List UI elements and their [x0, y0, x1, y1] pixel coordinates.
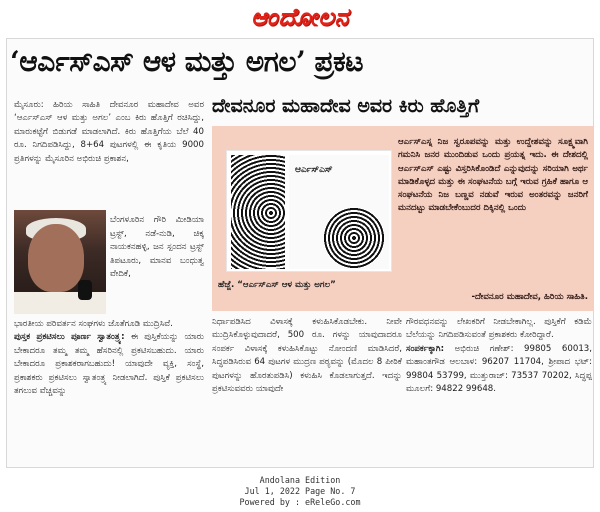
- photo-face-shape: [28, 224, 84, 292]
- article-column-1: [14, 99, 204, 166]
- book-spiral-graphic: [231, 155, 285, 269]
- article-paragraph: ಭಾರತೀಯ ಪರಿವರ್ತನ ಸಂಘಗಳು ಜೊತೆಗೂಡಿ ಮುದ್ರಿಸಿವೆ.: [14, 319, 173, 329]
- article-subsection: [14, 331, 204, 398]
- masthead: [0, 2, 600, 36]
- article-column-1-side: ಬೆಂಗಳೂರಿನ ಗೌರಿ ಮೀಡಿಯಾ ಟ್ರಸ್ಟ್, ನಡೆ-ನುಡಿ, ಚಿಕ್ಕ ನಾಯಕನಹಳ್ಳಿ, ಜನ ಸ್ಪಂದನ ಟ್ರಸ್ಟ್ ತಿಪಟೂರು, ಮಾನವ ಬಂಧುತ್ವ ವೇದಿಕೆ,: [110, 215, 204, 280]
- subsection-text: ಈ ಪುಸ್ತಿಕೆಯನ್ನು ಯಾರು ಬೇಕಾದರೂ ತಮ್ಮ ತಮ್ಮ ಹೆಸರಿನಲ್ಲಿ ಪ್ರಕಟಿಸಬಹುದು. ಯಾರು ಬೇಕಾದರೂ ಪ್ರಕಾಶಕರಾಗಬಹುದು! ಯಾವುದೇ ವ್ಯಕ್ತಿ, ಸಂಸ್ಥೆ, ಪ್ರಕಾಶಕರು ಪ್ರಕಟಿಸಲು ಸ್ವಾತಂತ್ರ್ಯ ನೀಡಲಾಗಿದೆ. ಪುಸ್ತಿಕೆ ಪ್ರಕಟಿಸಲು ತಗಲುವ ವೆಚ್ಚವನ್ನು: [14, 332, 204, 397]
- contact-paragraph: [406, 343, 592, 397]
- subsection-heading: ಪುಸ್ತಕ ಪ್ರಕಟಿಸಲು ಪೂರ್ಣ ಸ್ವಾತಂತ್ರ್ಯ:: [14, 332, 125, 343]
- book-cover-image: [226, 150, 392, 272]
- article-paragraph: ಗೌರವಧನವನ್ನು ಲೇಖಕರಿಗೆ ನೀಡಬೇಕಾಗಿಲ್ಲ. ಪುಸ್ತಿಕೆಗೆ ಕಡಿಮೆ ಬೆಲೆಯನ್ನು ನಿಗದಿಪಡಿಸುವಂತೆ ಪ್ರಕಾಶಕರು ಕೋರಿದ್ದಾರೆ.: [406, 317, 592, 341]
- book-cover-title: ಆರ್ಎಸ್ಎಸ್: [295, 165, 333, 175]
- book-rings-graphic: [323, 207, 385, 269]
- photo-shirt-shape: [14, 292, 106, 314]
- microphone-icon: [78, 280, 92, 300]
- contact-heading: ಸಂಪರ್ಕಕ್ಕಾಗಿ:: [406, 343, 445, 354]
- article-column-2: [212, 316, 402, 396]
- author-photo: [14, 210, 106, 314]
- powered-by: Powered by : eReleGo.com: [239, 497, 361, 507]
- article-subheadline: ದೇವನೂರ ಮಹಾದೇವ ಅವರ ಕಿರು ಹೊತ್ತಿಗೆ: [212, 95, 480, 117]
- article-column-3: [406, 316, 592, 396]
- quote-signature: -ದೇವನೂರ ಮಹಾದೇವ, ಹಿರಿಯ ಸಾಹಿತಿ.: [471, 292, 588, 302]
- book-caption: ಹೆಜ್ಜೆ. “ಆರ್ಎಸ್ಎಸ್ ಆಳ ಮತ್ತು ಅಗಲ”: [218, 280, 336, 290]
- article-headline: ‘ಆರ್ಎಸ್ಎಸ್ ಆಳ ಮತ್ತು ಅಗಲ’ ಪ್ರಕಟ: [10, 45, 364, 78]
- article-column-1-bottom: [14, 318, 204, 398]
- edition-footer: [0, 475, 600, 508]
- contact-text: ಅಭಿರುಚಿ ಗಣೇಶ್: 99805 60013, ಮಹಾಂತಗೌಡ ಆಲಬಾಳ: 96207 11704, ಶ್ರೀಪಾದ ಭಟ್: 99804 53799, ಮುತ್ತುರಾಜ್: 73537 70202, ಸಿದ್ಧಪ್ಪ ಮೂಲಗೆ: 94822 99648.: [406, 343, 593, 395]
- article-paragraph: ಮೈಸೂರು: ಹಿರಿಯ ಸಾಹಿತಿ ದೇವನೂರ ಮಹಾದೇವ ಅವರ ‘ಆರ್ಎಸ್ಎಸ್ ಆಳ ಮತ್ತು ಅಗಲ’ ಎಂಬ ಕಿರು ಹೊತ್ತಿಗೆ ರಚಿಸಿದ್ದು, ಮಾರುಕಟ್ಟೆಗೆ ಬಿಡುಗಡೆ ಮಾಡಲಾಗಿದೆ. ಕಿರು ಹೊತ್ತಿಗೆಯ ಬೆಲೆ 40 ರೂ. ನಿಗದಿಪಡಿಸಿದ್ದು, 8+64 ಪುಟಗಳಲ್ಲಿ ಈ ಕೃತಿಯ 9000 ಪ್ರತಿಗಳನ್ನು ಮೈಸೂರಿನ ಅಭಿರುಚಿ ಪ್ರಕಾಶನ,: [14, 100, 204, 164]
- article-paragraph: ನಿರ್ಧಾಪಡಿಸಿದ ವಿಳಾಸಕ್ಕೆ ಕಳುಹಿಸಿಕೊಡಬೇಕು. ನೀವೇ ಮುದ್ರಿಸಿಕೊಳ್ಳುವುದಾದರೆ, 500 ರೂ. ಗಳನ್ನು ಯಾವುದಾದರೂ ಸಂಪರ್ಕ ವಿಳಾಸಕ್ಕೆ ಕಳುಹಿಸಿಕೊಟ್ಟು ನೋಂದಣಿ ಮಾಡಿಸಿದರೆ, ಸಿದ್ಧಪಡಿಸಿರುವ 64 ಪುಟಗಳ ಮುದ್ರಣ ಪಠ್ಯವನ್ನು (ಮೊದಲ 8 ಪೀಠಿಕೆ ಪುಟಗಳನ್ನು ಹೊರತುಪಡಿಸಿ) ಕಳುಹಿಸಿ ಕೊಡಲಾಗುತ್ತದೆ. ಇದನ್ನು ಪ್ರಕಟಿಸುವವರು ಯಾವುದೇ: [212, 317, 402, 395]
- quote-text: ಆರ್ಎಸ್ಎಸ್ನ ನಿಜ ಸ್ವರೂಪವನ್ನು ಮತ್ತು ಉದ್ದೇಶವನ್ನು ಸೂಕ್ಷ್ಮವಾಗಿ ಗಮನಿಸಿ ಜನರ ಮುಂದಿಡುವ ಒಂದು ಪ್ರಯತ್ನ ಇದು. ಈ ದೇಶದಲ್ಲಿ ಆರ್ಎಸ್ಎಸ್ ಎಷ್ಟು ವಿಸ್ತರಿಸಿಕೊಂಡಿದೆ ಎನ್ನುವುದನ್ನು ಸರಿಯಾಗಿ ಅರ್ಥ ಮಾಡಿಕೊಳ್ಳದ ಮತ್ತು ಈ ಸಂಘಟನೆಯ ಬಗ್ಗೆ ಇರುವ ಗ್ರಹಿಕೆ ಹಾಗೂ ಆ ಸಂಘಟನೆಯ ನಿಜ ಬಣ್ಣವ ನಡುವೆ ಇರುವ ಅಂತರವನ್ನು ಜನರಿಗೆ ಮನದಟ್ಟು ಮಾಡಬೇಕೆಂಬುದರ ದಿಕ್ಕಿನಲ್ಲಿ ಒಂದು: [398, 137, 588, 214]
- edition-name: Andolana Edition: [259, 475, 341, 485]
- newspaper-logo: ಆಂದೋಲನ: [250, 2, 350, 31]
- edition-date-page: Jul 1, 2022 Page No. 7: [244, 486, 356, 496]
